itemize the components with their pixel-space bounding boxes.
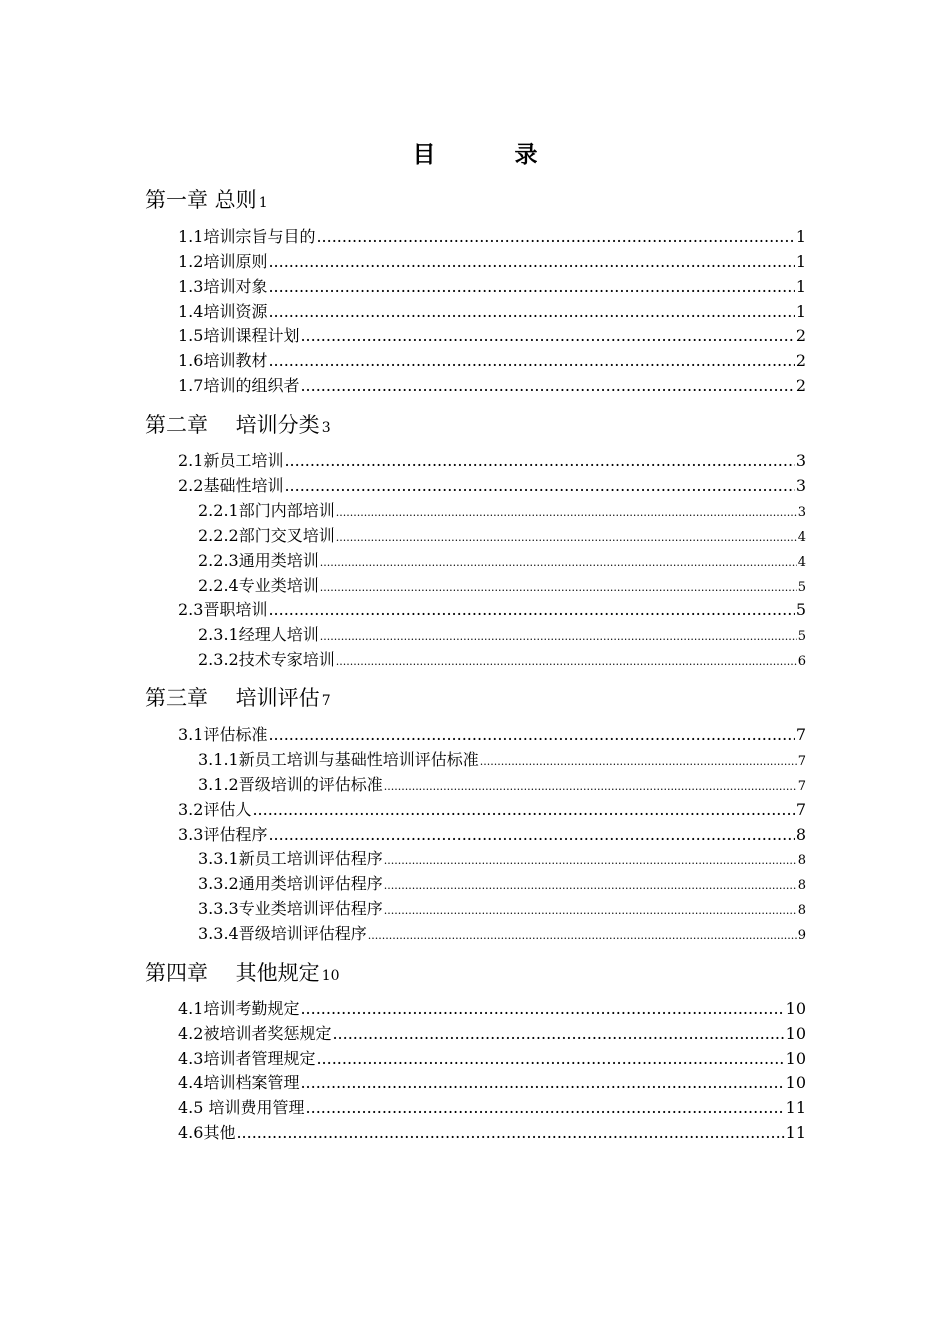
toc-subentry[interactable] [198,649,806,673]
leader-dots [336,502,797,524]
toc-entry-label: 3.1.2晋级培训的评估标准 [198,775,383,794]
chapter-title: 第二章 培训分类 [145,413,320,437]
leader-dots [336,527,797,549]
toc-entry-page: 1 [795,227,806,246]
toc-title: 目 录 [412,141,566,168]
toc-entry-page: 10 [785,1049,806,1068]
toc-entry-label: 2.2.4专业类培训 [198,576,319,595]
toc-entry[interactable] [178,276,806,298]
toc-subentry[interactable] [198,848,806,872]
toc-subentry[interactable] [198,873,806,897]
toc-subentry[interactable] [198,500,806,524]
chapter-heading[interactable] [145,684,331,715]
toc-entry-label: 2.3.2技术专家培训 [198,650,335,669]
toc-entry[interactable] [178,1048,806,1070]
toc-entry-label: 3.3.4晋级培训评估程序 [198,924,367,943]
toc-entry-page: 10 [785,1073,806,1092]
chapter-page-number: 10 [321,968,340,984]
toc-entry-label: 4.4培训档案管理 [178,1073,300,1092]
leader-dots [320,552,797,574]
toc-entry-label: 4.2被培训者奖惩规定 [178,1024,332,1043]
leader-dots [268,724,794,746]
toc-entry-label: 3.3评估程序 [178,825,268,844]
toc-entry-page: 5 [797,580,806,595]
leader-dots [268,251,794,273]
toc-entry[interactable] [178,375,806,397]
toc-entry[interactable] [178,1097,806,1119]
toc-entry-page: 11 [785,1098,806,1117]
chapter-title: 第三章 培训评估 [145,686,320,710]
toc-entry-label: 1.7培训的组织者 [178,376,300,395]
chapter-page-number: 7 [321,693,331,709]
toc-entry-page: 3 [797,505,806,520]
toc-entry-page: 11 [785,1123,806,1142]
leader-dots [284,475,794,497]
chapter-heading[interactable] [145,186,268,217]
chapter-title: 第四章 其他规定 [145,961,320,985]
toc-subentry[interactable] [198,749,806,773]
leader-dots [268,276,794,298]
toc-subentry[interactable] [198,624,806,648]
chapter-page-number: 1 [258,195,268,211]
toc-entry-page: 4 [797,530,806,545]
toc-entry-label: 2.3.1经理人培训 [198,625,319,644]
toc-entry[interactable] [178,226,806,248]
toc-entry-label: 1.6培训教材 [178,351,268,370]
toc-entry-page: 10 [785,999,806,1018]
toc-entry-label: 3.1.1新员工培训与基础性培训评估标准 [198,750,479,769]
toc-entry-label: 1.5培训课程计划 [178,326,300,345]
toc-entry-page: 2 [795,326,806,345]
toc-entry-label: 3.3.2通用类培训评估程序 [198,874,383,893]
toc-entry-label: 4.3培训者管理规定 [178,1049,316,1068]
toc-entry-page: 5 [795,600,806,619]
toc-entry[interactable] [178,724,806,746]
leader-dots [300,1072,784,1094]
toc-entry-page: 5 [797,629,806,644]
toc-entry-page: 7 [795,800,806,819]
chapter-heading[interactable] [145,411,331,442]
toc-subentry[interactable] [198,575,806,599]
toc-entry-label: 1.3培训对象 [178,277,268,296]
toc-entry-label: 3.2评估人 [178,800,252,819]
chapter-title: 第一章 总则 [145,188,257,212]
toc-entry[interactable] [178,998,806,1020]
leader-dots [384,776,797,798]
toc-entry-label: 2.2.1部门内部培训 [198,501,335,520]
toc-subentry[interactable] [198,525,806,549]
leader-dots [384,875,797,897]
toc-entry-page: 6 [797,654,806,669]
leader-dots [268,824,794,846]
toc-entry-page: 3 [795,451,806,470]
toc-entry-label: 3.3.1新员工培训评估程序 [198,849,383,868]
leader-dots [316,1048,784,1070]
toc-entry[interactable] [178,599,806,621]
leader-dots [320,626,797,648]
toc-entry[interactable] [178,1122,806,1144]
leader-dots [306,1097,785,1119]
toc-entry-label: 2.3晋职培训 [178,600,268,619]
toc-entry-label: 1.4培训资源 [178,302,268,321]
toc-entry[interactable] [178,301,806,323]
toc-entry-label: 2.2基础性培训 [178,476,284,495]
toc-entry[interactable] [178,450,806,472]
toc-entry-page: 4 [797,555,806,570]
toc-entry[interactable] [178,824,806,846]
toc-entry-page: 9 [797,928,806,943]
leader-dots [236,1122,784,1144]
toc-entry-page: 1 [795,252,806,271]
toc-entry[interactable] [178,1023,806,1045]
toc-entry-page: 8 [797,853,806,868]
toc-entry-label: 4.6其他 [178,1123,236,1142]
chapter-page-number: 3 [321,420,331,436]
toc-entry-page: 7 [795,725,806,744]
toc-entry-label: 4.1培训考勤规定 [178,999,300,1018]
toc-subentry[interactable] [198,774,806,798]
toc-entry[interactable] [178,350,806,372]
toc-entry-page: 3 [795,476,806,495]
toc-entry-page: 7 [797,754,806,769]
leader-dots [368,925,797,947]
toc-entry-page: 10 [785,1024,806,1043]
leader-dots [284,450,794,472]
toc-entry-page: 1 [795,302,806,321]
toc-entry-label: 2.2.2部门交叉培训 [198,526,335,545]
toc-entry-label: 1.2培训原则 [178,252,268,271]
toc-entry-page: 8 [795,825,806,844]
leader-dots [384,850,797,872]
toc-entry-label: 2.1新员工培训 [178,451,284,470]
toc-subentry[interactable] [198,898,806,922]
leader-dots [320,577,797,599]
leader-dots [252,799,794,821]
leader-dots [268,301,794,323]
leader-dots [336,651,797,673]
leader-dots [300,998,784,1020]
leader-dots [332,1023,784,1045]
toc-entry[interactable] [178,325,806,347]
toc-entry-label: 4.5 培训费用管理 [178,1098,305,1117]
toc-subentry[interactable] [198,550,806,574]
toc-entry-page: 7 [797,779,806,794]
toc-entry-page: 2 [795,376,806,395]
leader-dots [480,751,797,773]
leader-dots [316,226,794,248]
leader-dots [300,375,794,397]
leader-dots [268,599,794,621]
toc-entry[interactable] [178,799,806,821]
toc-entry[interactable] [178,475,806,497]
leader-dots [268,350,794,372]
toc-subentry[interactable] [198,923,806,947]
chapter-heading[interactable] [145,959,340,990]
toc-entry-page: 2 [795,351,806,370]
toc-entry-label: 2.2.3通用类培训 [198,551,319,570]
toc-entry-label: 3.3.3专业类培训评估程序 [198,899,383,918]
toc-entry-page: 8 [797,903,806,918]
toc-entry[interactable] [178,1072,806,1094]
leader-dots [300,325,794,347]
toc-entry-label: 3.1评估标准 [178,725,268,744]
leader-dots [384,900,797,922]
toc-entry-page: 1 [795,277,806,296]
toc-entry-page: 8 [797,878,806,893]
toc-entry-label: 1.1培训宗旨与目的 [178,227,316,246]
toc-entry[interactable] [178,251,806,273]
